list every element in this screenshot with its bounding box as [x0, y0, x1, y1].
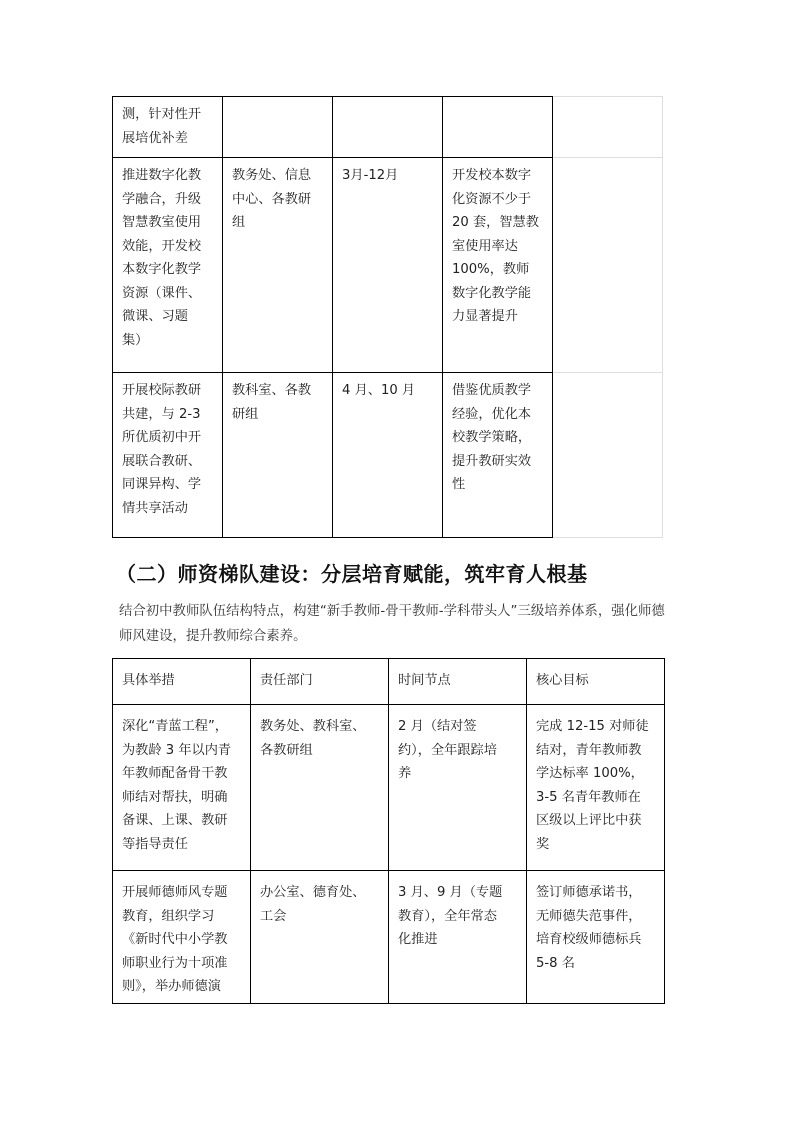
table-cell	[250, 704, 389, 871]
table-cell	[526, 870, 665, 1004]
cell-measure: 开展校际教研 共建，与 2-3 所优质初中开 展联合教研、 同课异构、学 情共享活动	[122, 383, 202, 516]
table-header-cell	[388, 658, 527, 705]
table-cell	[112, 96, 223, 158]
cell-time: 4 月、10 月	[342, 383, 416, 398]
table-cell	[442, 372, 553, 538]
table-cell	[112, 372, 223, 538]
cell-measure: 测，针对性开 展培优补差	[122, 107, 202, 146]
section-intro: 结合初中教师队伍结构特点，构建“新手教师-骨干教师-学科带头人”三级培养体系，强化师德师风建设，提升教师综合素养。	[119, 604, 665, 644]
empty-cell	[553, 96, 663, 158]
cell-time: 3 月、9 月（专题 教育），全年常态 化推进	[398, 885, 503, 947]
cell-department: 教务处、信息 中心、各教研 组	[232, 168, 312, 230]
table-cell	[222, 157, 333, 373]
empty-cell	[553, 157, 663, 373]
table-cell	[112, 157, 223, 373]
table-cell	[250, 870, 389, 1004]
table-cell	[332, 96, 443, 158]
table-header-cell	[526, 658, 665, 705]
table-cell	[388, 870, 527, 1004]
table-cell	[112, 704, 251, 871]
cell-goal: 开发校本数字 化资源不少于 20 套，智慧教 室使用率达 100%，教师 数字化教学能 力显著提升	[452, 168, 539, 324]
cell-measure: 深化“青蓝工程”， 为教龄 3 年以内青 年教师配备骨干教 师结对帮扶，明确 备课、上课、教研 等指导责任	[122, 719, 232, 852]
header-goal: 核心目标	[536, 673, 589, 688]
table-header-cell	[250, 658, 389, 705]
cell-department: 教科室、各教 研组	[232, 383, 312, 422]
cell-goal: 签订师德承诺书， 无师德失范事件， 培育校级师德标兵 5-8 名	[536, 885, 642, 971]
table-cell	[222, 96, 333, 158]
header-department: 责任部门	[260, 673, 313, 688]
table-cell	[332, 157, 443, 373]
table-cell	[222, 372, 333, 538]
table-cell	[332, 372, 443, 538]
cell-goal: 完成 12-15 对师徒 结对，青年教师教 学达标率 100%， 3-5 名青年教师在 区级以上评比中获 奖	[536, 719, 649, 852]
table-cell	[112, 870, 251, 1004]
cell-department: 办公室、德育处、 工会	[260, 885, 366, 924]
header-measure: 具体举措	[122, 673, 175, 688]
table-cell	[442, 157, 553, 373]
table-header-cell	[112, 658, 251, 705]
table-cell	[526, 704, 665, 871]
cell-goal: 借鉴优质教学 经验，优化本 校教学策略， 提升教研实效 性	[452, 383, 532, 492]
cell-time: 3月-12月	[342, 168, 399, 183]
cell-department: 教务处、教科室、 各教研组	[260, 719, 366, 758]
empty-cell	[553, 372, 663, 538]
table-cell	[442, 96, 553, 158]
section-heading: （二）师资梯队建设：分层培育赋能，筑牢育人根基	[116, 562, 588, 586]
header-time: 时间节点	[398, 673, 451, 688]
table-cell	[388, 704, 527, 871]
cell-time: 2 月（结对签 约），全年跟踪培 养	[398, 719, 497, 781]
cell-measure: 推进数字化教 学融合，升级 智慧教室使用 效能，开发校 本数字化教学 资源（课件、 微课、习题 集）	[122, 168, 202, 348]
cell-measure: 开展师德师风专题 教育，组织学习 《新时代中小学教 师职业行为十项准 则》，举办师德演	[122, 885, 228, 994]
